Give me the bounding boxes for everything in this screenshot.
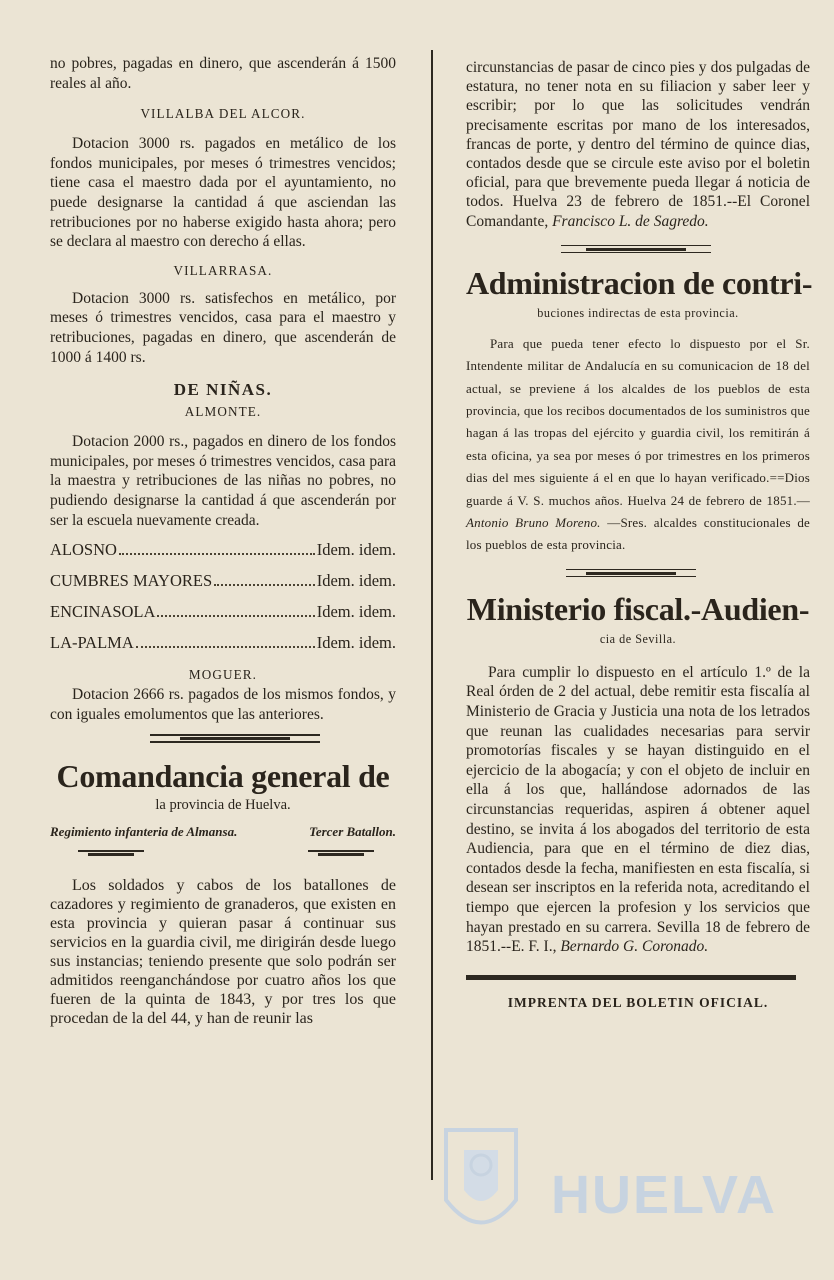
ministerio-subtitle: cia de Sevilla. (599, 631, 677, 646)
comandancia-title: Comandancia general de (56, 758, 390, 795)
imprenta-line: IMPRENTA DEL BOLETIN OFICIAL. (507, 994, 769, 1010)
closing-rule (466, 975, 810, 983)
left-column (50, 42, 396, 1028)
regimiento-label: Regimiento infanteria de Almansa. (50, 824, 238, 840)
watermark (436, 1110, 796, 1260)
signature-moreno: Antonio Bruno Moreno. (466, 515, 601, 531)
almonte-heading: ALMONTE. (184, 404, 262, 420)
regiment-line (50, 824, 396, 840)
intro-text: no pobres, pagadas en dinero, que ascenderán á 1500 reales al año. (50, 55, 396, 92)
ministerio-text: Para cumplir lo dispuesto en el artículo 1.º de la Real órden de 2 del actual, debe remitir esta fiscalía al Ministerio de Gracia y Justicia una nota de los letrados que reunan las cualidades necesarias para servir promotorías fiscales y se hayan distinguido en el ejercicio de la abogacía; y con el objeto de incluir en ella á los que, hallándose adornados de las circunstancias requeridas, aspiren á obtener aquel destino, se invita á los abogados del territorio de esta Audiencia, para que en el término de diez dias, contados desde la fecha, manifiesten en esta fiscalía, si desean ser inscriptos en la referida nota, acreditando el tiempo que ejercen la profesion y los servicios que hayan prestado en su carrera. Sevilla 18 de febrero de 1851.--E. F. I., Bernardo G. Coronado. (466, 663, 810, 956)
leader-dots (157, 602, 314, 617)
ornamental-rule (566, 569, 696, 577)
town-row (50, 633, 396, 653)
leader-dots (214, 571, 315, 586)
town-name: CUMBRES MAYORES (50, 571, 213, 591)
ninas-heading: DE NIÑAS. (173, 380, 273, 400)
column-divider (431, 50, 433, 1180)
villarrasa-text: Dotacion 3000 rs. satisfechos en metálico, por meses ó trimestres vencidos, casa para el maestro y retribuciones, pagadas en dinero, que ascenderán de 1000 á 1400 rs. (50, 289, 396, 366)
town-value: Idem. idem. (316, 540, 396, 560)
signature-sagredo: Francisco L. de Sagredo. (552, 212, 709, 230)
town-value: Idem. idem. (316, 633, 396, 653)
town-name: ENCINASOLA (50, 602, 156, 622)
crest-icon (436, 1110, 526, 1260)
moguer-text: Dotacion 2666 rs. pagados de los mismos fondos, y con iguales emolumentos que las anteriores. (50, 686, 396, 723)
leader-dots (119, 540, 315, 555)
comandancia-text: Los soldados y cabos de los batallones de cazadores y regimiento de granaderos, que existen en esta provincia y quieran pasar á continuar sus servicios en la guardia civil, me dirigirán desde luego sus instancias; teniendo presente que solo podrán ser admitidos reenganchándose por cuatro años los que fueren de la quinta de 1843, y por tres los que procedan de la del 44, y han de reunir las (50, 877, 396, 1028)
administracion-text: Para que pueda tener efecto lo dispuesto por el Sr. Intendente militar de Andalucía en su comunicacion de 18 del actual, se previene á los alcaldes de los pueblos de esta provincia, que los recibos documentados de los suministros que hagan á las tropas del ejército y guardia civil, los remitirán á esta oficina, ya sea por meses ó por trimestres en los primeros dias del mes siguiente á el en que lo hayan verificado.==Dios guarde á V. S. muchos años. Huelva 24 de febrero de 1851.—Antonio Bruno Moreno. —Sres. alcaldes constitucionales de los pueblos de esta provincia. (466, 335, 811, 553)
town-name: LA-PALMA (50, 633, 134, 653)
town-row (50, 540, 396, 560)
villalba-text: Dotacion 3000 rs. pagados en metálico de los fondos municipales, por meses ó trimestres vencidos; tiene casa el maestro dada por el ayuntamiento, no puede designarse la cantidad á que asciendan las retribuciones por no haberse exigido hasta ahora; pero se declara al maestro con derecho á ellas. (50, 135, 396, 251)
ornamental-rule (308, 850, 374, 858)
comandancia-subtitle: la provincia de Huelva. (155, 797, 291, 814)
villarrasa-heading: VILLARRASA. (173, 262, 273, 278)
ministerio-title: Ministerio fiscal.-Audien- (466, 590, 810, 627)
ornamental-rule (78, 850, 144, 858)
town-value: Idem. idem. (316, 571, 396, 591)
town-name: ALOSNO (50, 540, 117, 560)
administracion-subtitle: buciones indirectas de esta provincia. (537, 305, 739, 320)
town-row (50, 602, 396, 622)
almonte-text: Dotacion 2000 rs., pagados en dinero de los fondos municipales, por meses ó trimestres vencidos, casa para la maestra y retribuciones de las niñas no pobres, no pudiendo designarse la cantidad á que ascenderán por ser la escuela nuevamente creada. (50, 433, 396, 529)
town-list (50, 540, 396, 653)
town-row (50, 571, 396, 591)
administracion-title: Administracion de contri- (466, 264, 813, 301)
watermark-text: HUELVA (551, 1165, 777, 1225)
leader-dots (136, 633, 315, 648)
comandancia-continuation: circunstancias de pasar de cinco pies y dos pulgadas de estatura, no tener nota en su filiacion y saber leer y escribir; por lo que las solicitudes vendrán precisamente escritas por mano de los interesados, francas de porte, y dentro del término de quince dias, contados desde que se circule este aviso por el boletin oficial, para que brevemente pueda llegar á noticia de todos. Huelva 23 de febrero de 1851.--El Coronel Comandante, Francisco L. de Sagredo. (466, 59, 810, 230)
moguer-heading: MOGUER. (188, 667, 258, 683)
ornamental-rule (150, 734, 320, 742)
ornamental-rule (561, 245, 711, 253)
signature-coronado: Bernardo G. Coronado. (560, 938, 709, 956)
right-column (466, 42, 813, 1011)
villalba-heading: VILLALBA DEL ALCOR. (140, 106, 306, 122)
town-value: Idem. idem. (316, 602, 396, 622)
batallon-label: Tercer Batallon. (309, 824, 396, 840)
small-rules (50, 850, 396, 858)
